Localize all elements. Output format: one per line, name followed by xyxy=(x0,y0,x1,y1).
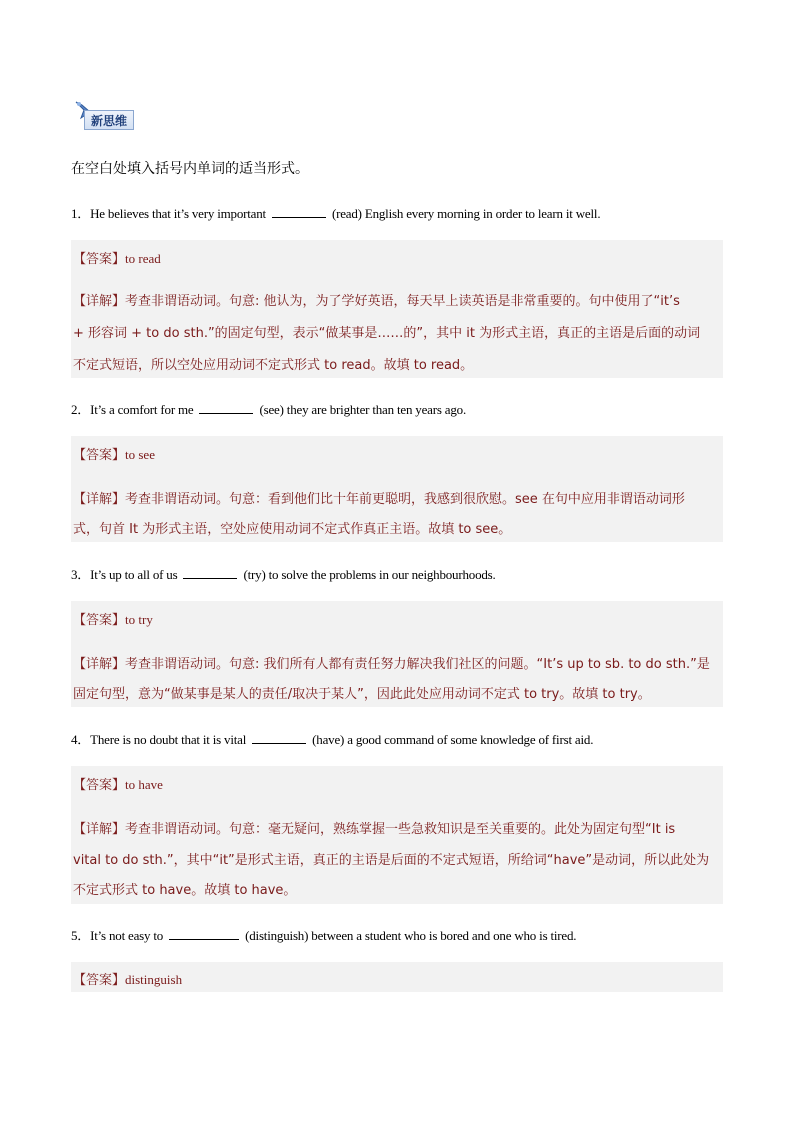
answer-tag: 【答案】 xyxy=(73,252,126,267)
detail-tag: 【详解】 xyxy=(73,492,126,507)
answer-line xyxy=(73,248,161,267)
answer-line xyxy=(73,444,155,463)
detail-line xyxy=(73,818,675,837)
answer-box-2 xyxy=(71,436,723,542)
question-text-before: He believes that it’s very important xyxy=(90,206,266,221)
answer-tag: 【答案】 xyxy=(73,613,126,628)
answer-tag: 【答案】 xyxy=(73,973,126,988)
answer-blank[interactable] xyxy=(252,731,306,744)
badge-label: 新思维 xyxy=(84,110,134,130)
detail-text: vital to do sth.”，其中“it”是形式主语，真正的主语是后面的不定式短语，所给词“have”是动词，所以此处为 xyxy=(73,853,710,868)
answer-blank[interactable] xyxy=(183,566,237,579)
question-number: 3． xyxy=(71,567,91,582)
instruction-text: 在空白处填入括号内单词的适当形式。 xyxy=(71,161,309,177)
answer-value: distinguish xyxy=(125,972,183,987)
detail-line xyxy=(73,849,709,868)
answer-box-3 xyxy=(71,601,723,707)
question-text-before: It’s not easy to xyxy=(90,928,164,943)
detail-line xyxy=(73,488,685,507)
detail-text: 不定式形式 to have。故填 to have。 xyxy=(73,883,297,898)
answer-blank[interactable] xyxy=(272,205,326,218)
detail-text: 不定式短语，所以空处应用动词不定式形式 to read。故填 to read。 xyxy=(73,358,474,373)
question-5 xyxy=(71,925,576,944)
detail-text: 固定句型，意为“做某事是某人的责任/取决于某人”，因此此处应用动词不定式 to try。故填 to try。 xyxy=(73,687,651,702)
detail-text: + 形容词 + to do sth.”的固定句型，表示“做某事是……的”，其中 it 为形式主语，真正的主语是后面的动词 xyxy=(73,326,701,341)
detail-text: 考查非谓语动词。句意：看到他们比十年前更聪明，我感到很欣慰。see 在句中应用非谓语动词形 xyxy=(125,492,685,507)
question-text-before: It’s a comfort for me xyxy=(90,402,194,417)
answer-box-4 xyxy=(71,766,723,904)
question-text-after: (distinguish) between a student who is bored and one who is tired. xyxy=(245,928,577,943)
question-text-before: There is no doubt that it is vital xyxy=(90,732,247,747)
answer-line xyxy=(73,774,163,793)
detail-text: 式，句首 It 为形式主语，空处应使用动词不定式作真正主语。故填 to see。 xyxy=(73,522,512,537)
question-text-after: (try) to solve the problems in our neighbourhoods. xyxy=(243,567,496,582)
detail-text: 考查非谓语动词。句意：毫无疑问，熟练掌握一些急救知识是至关重要的。此处为固定句型“It is xyxy=(125,822,676,837)
detail-text: 考查非谓语动词。句意: 他认为，为了学好英语，每天早上读英语是非常重要的。句中使用了“it’s xyxy=(125,294,680,309)
answer-box-5 xyxy=(71,962,723,992)
detail-line xyxy=(73,518,511,537)
answer-value: to read xyxy=(125,251,161,266)
detail-text: 考查非谓语动词。句意: 我们所有人都有责任努力解决我们社区的问题。“It’s up to sb. to do sth.”是 xyxy=(125,657,710,672)
answer-value: to have xyxy=(125,777,163,792)
answer-value: to see xyxy=(125,447,155,462)
question-1 xyxy=(71,203,600,222)
question-text-after: (read) English every morning in order to learn it well. xyxy=(331,206,601,221)
question-2 xyxy=(71,399,466,418)
section-badge xyxy=(72,100,138,132)
question-number: 5． xyxy=(71,928,91,943)
detail-line xyxy=(73,653,710,672)
question-number: 2． xyxy=(71,402,91,417)
detail-line xyxy=(73,290,680,309)
question-text-after: (see) they are brighter than ten years ago. xyxy=(259,402,467,417)
question-number: 1． xyxy=(71,206,91,221)
answer-value: to try xyxy=(125,612,153,627)
question-text-before: It’s up to all of us xyxy=(90,567,178,582)
detail-tag: 【详解】 xyxy=(73,294,126,309)
detail-tag: 【详解】 xyxy=(73,822,126,837)
detail-line xyxy=(73,322,700,341)
question-number: 4． xyxy=(71,732,91,747)
detail-tag: 【详解】 xyxy=(73,657,126,672)
answer-tag: 【答案】 xyxy=(73,448,126,463)
answer-blank[interactable] xyxy=(199,401,253,414)
detail-line xyxy=(73,683,651,702)
answer-box-1 xyxy=(71,240,723,378)
detail-line xyxy=(73,879,296,898)
question-4 xyxy=(71,729,593,748)
detail-line xyxy=(73,354,473,373)
answer-tag: 【答案】 xyxy=(73,778,126,793)
answer-line xyxy=(73,969,182,988)
question-text-after: (have) a good command of some knowledge of first aid. xyxy=(312,732,594,747)
question-3 xyxy=(71,564,496,583)
answer-line xyxy=(73,609,153,628)
answer-blank[interactable] xyxy=(169,927,239,940)
